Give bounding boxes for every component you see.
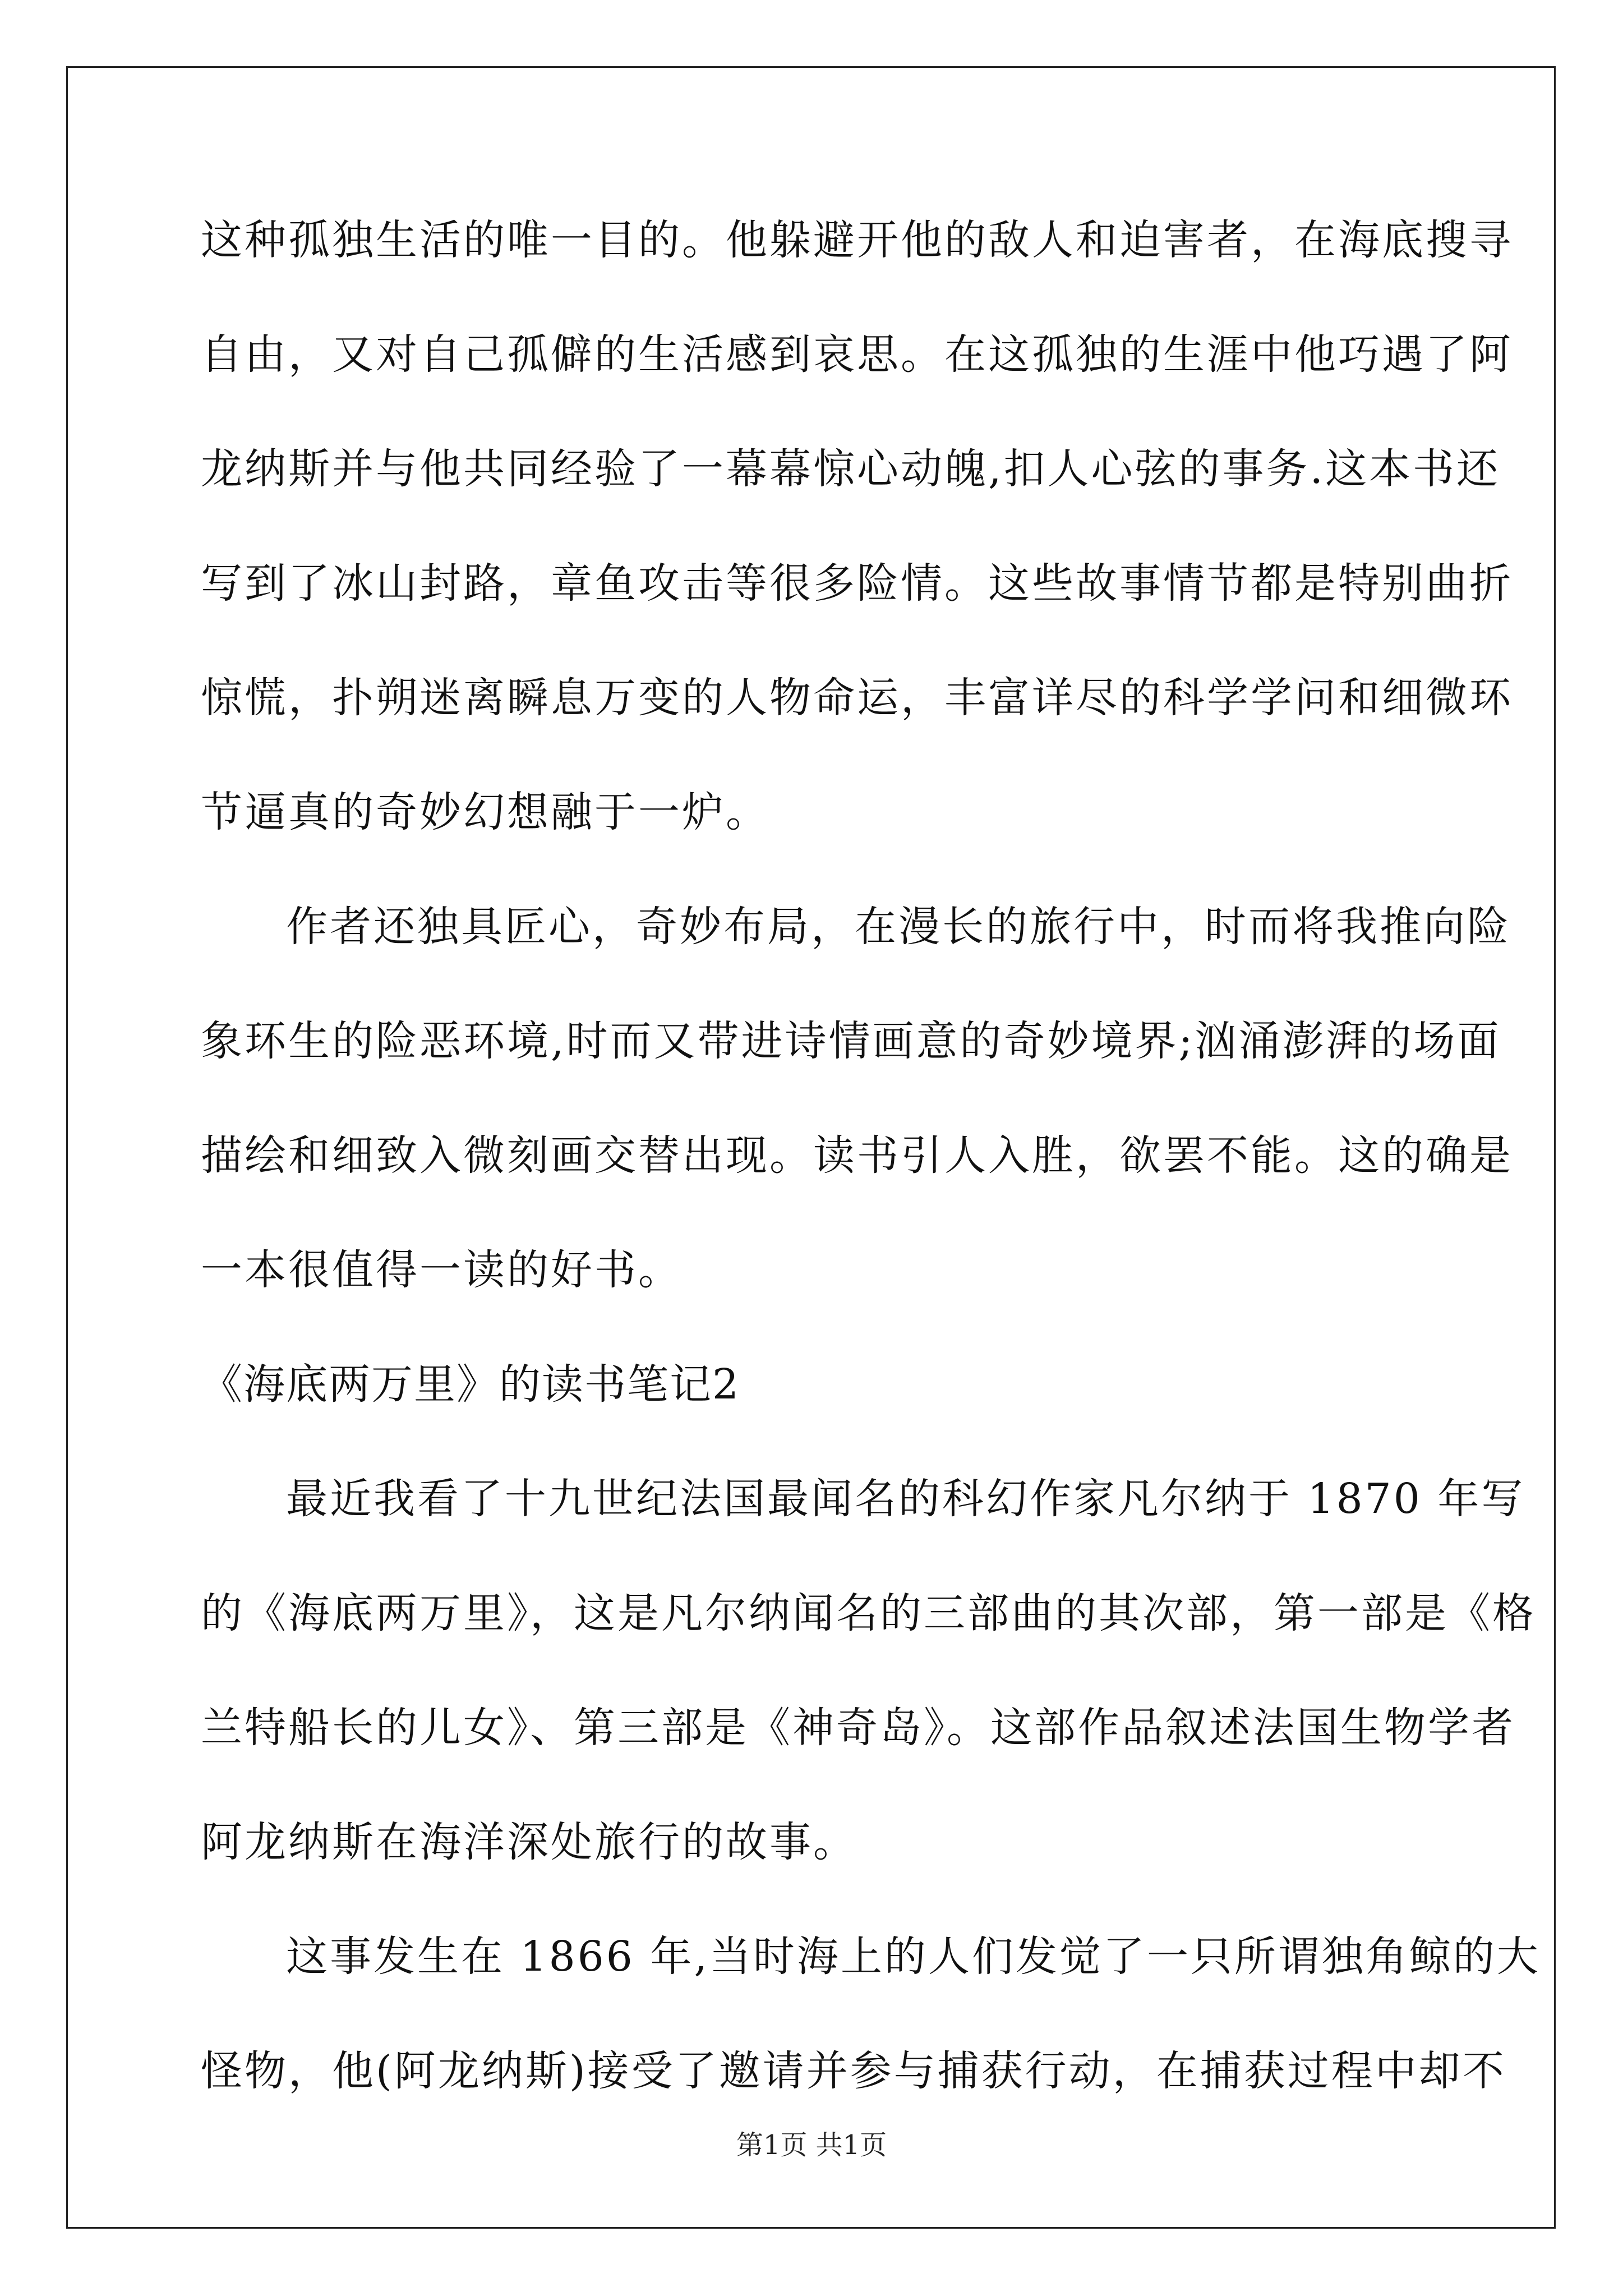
text-line-7: 作者还独具匠心，奇妙布局，在漫长的旅行中，时而将我推向险 <box>286 903 1511 951</box>
text-line-6: 节逼真的奇妙幻想融于一炉。 <box>201 788 769 836</box>
text-line-17: 怪物，他(阿龙纳斯)接受了邀请并参与捕获行动，在捕获过程中却不 <box>201 2047 1506 2095</box>
text-line-10: 一本很值得一读的好书。 <box>201 1246 682 1294</box>
text-line-3: 龙纳斯并与他共同经验了一幕幕惊心动魄,扣人心弦的事务.这本书还 <box>201 445 1501 493</box>
text-line-16: 这事发生在 1866 年,当时海上的人们发觉了一只所谓独角鲸的大 <box>286 1932 1541 1981</box>
text-line-8: 象环生的险恶环境,时而又带进诗情画意的奇妙境界;汹涌澎湃的场面 <box>201 1017 1501 1065</box>
text-line-12: 最近我看了十九世纪法国最闻名的科幻作家凡尔纳于 1870 年写 <box>286 1475 1525 1523</box>
section-heading: 《海底两万里》的读书笔记2 <box>201 1360 740 1409</box>
text-line-2: 自由，又对自己孤僻的生活感到哀思。在这孤独的生涯中他巧遇了阿 <box>201 330 1513 379</box>
text-line-9: 描绘和细致入微刻画交替出现。读书引人入胜，欲罢不能。这的确是 <box>201 1131 1513 1180</box>
text-line-4: 写到了冰山封路，章鱼攻击等很多险情。这些故事情节都是特别曲折 <box>201 559 1513 608</box>
text-line-15: 阿龙纳斯在海洋深处旅行的故事。 <box>201 1818 857 1866</box>
text-line-1: 这种孤独生活的唯一目的。他躲避开他的敌人和迫害者，在海底搜寻 <box>201 216 1513 264</box>
text-line-5: 惊慌，扑朔迷离瞬息万变的人物命运，丰富详尽的科学学问和细微环 <box>201 674 1513 722</box>
page-footer: 第1页 共1页 <box>736 2129 887 2161</box>
text-line-14: 兰特船长的儿女》、第三部是《神奇岛》。这部作品叙述法国生物学者 <box>201 1704 1515 1752</box>
text-line-13: 的《海底两万里》，这是凡尔纳闻名的三部曲的其次部，第一部是《格 <box>201 1589 1536 1637</box>
document-body <box>201 213 1541 2159</box>
